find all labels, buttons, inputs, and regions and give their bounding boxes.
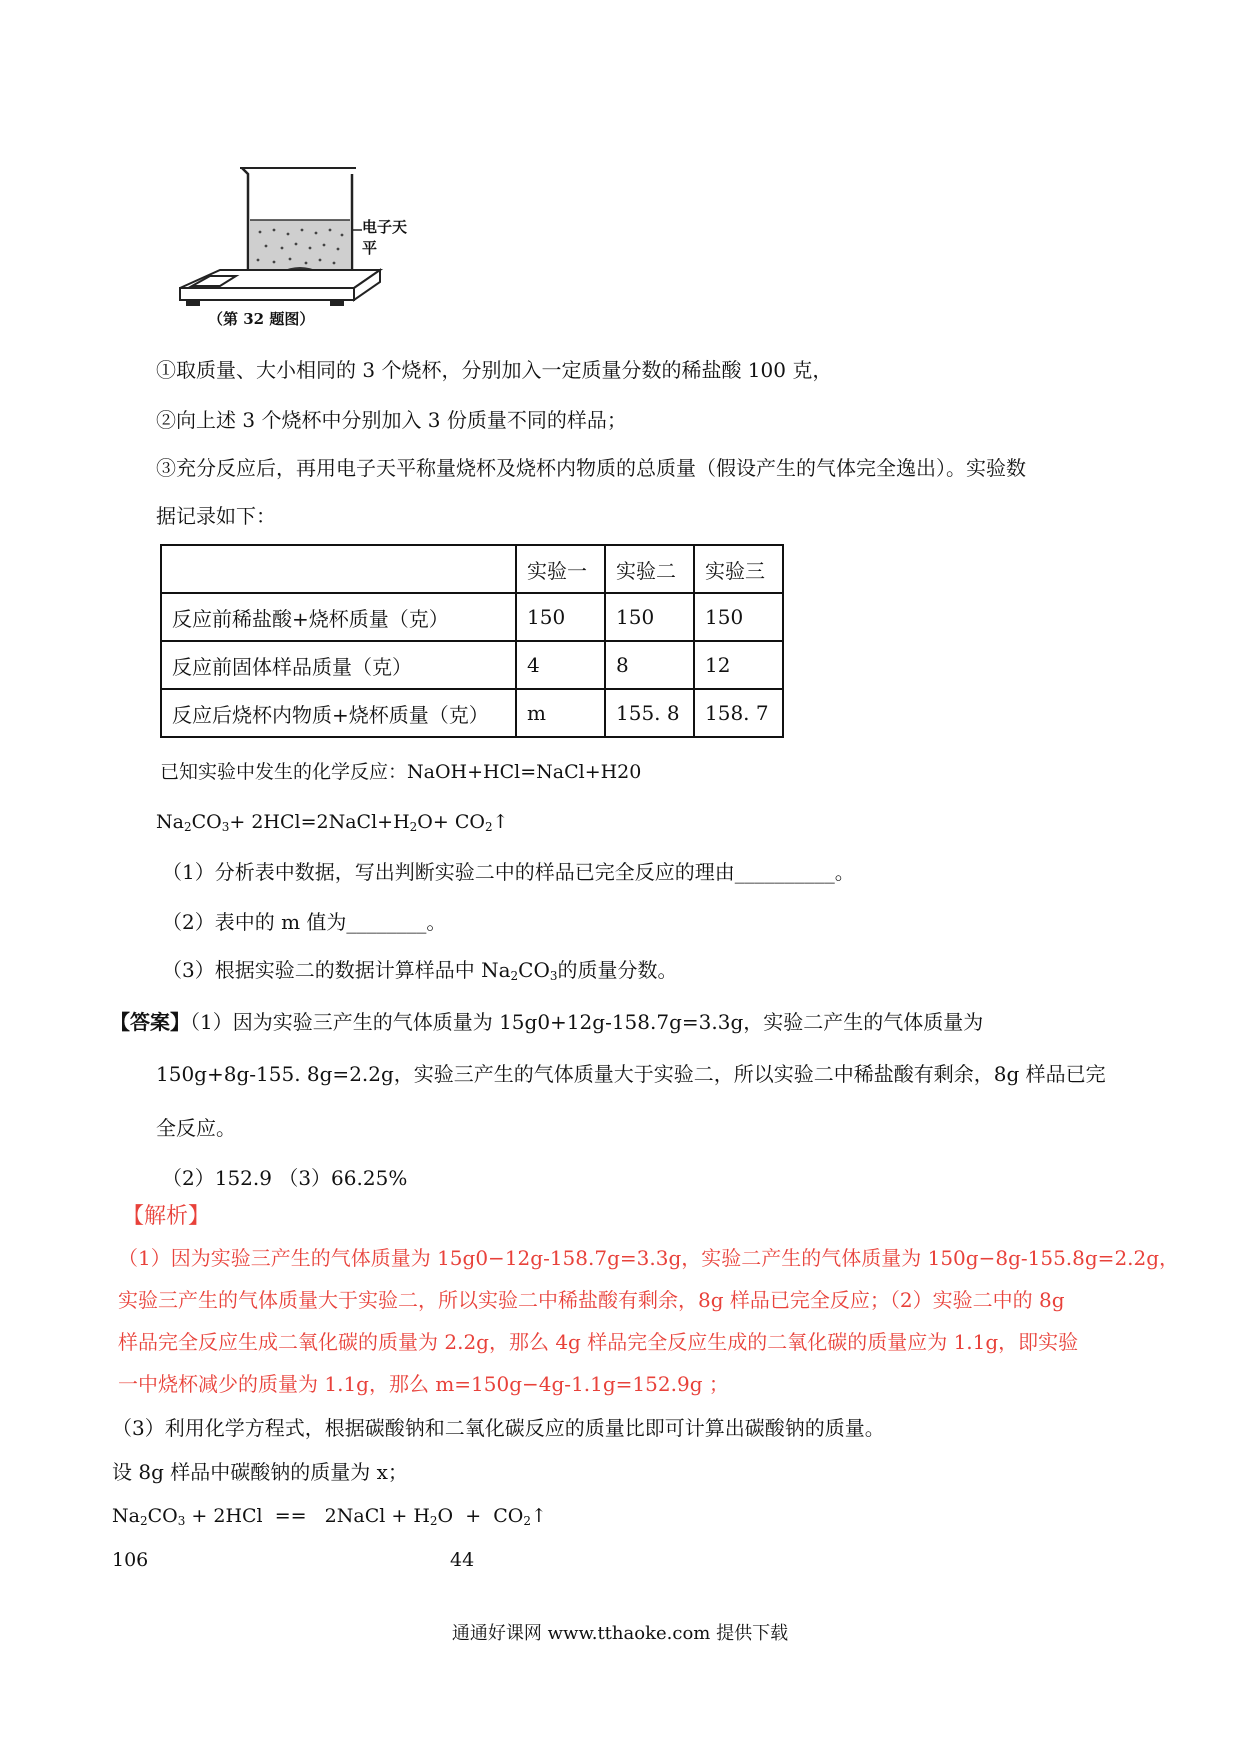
analysis-line-6: 设 8g 样品中碳酸钠的质量为 x；: [112, 1460, 408, 1484]
step-3: ③充分反应后，再用电子天平称量烧杯及烧杯内物质的总质量（假设产生的气体完全逸出）。实验数: [156, 456, 1026, 480]
up-arrow-symbol: ↑: [492, 811, 509, 833]
eq-text: Na: [156, 811, 184, 833]
eq-subscript: 3: [221, 820, 230, 834]
table-header-cell: 实验二: [605, 545, 694, 593]
reaction-intro: 已知实验中发生的化学反应：NaOH+HCl=NaCl+H20: [160, 761, 642, 783]
table-cell: 反应前固体样品质量（克）: [161, 641, 516, 689]
eq-text: CO: [191, 811, 222, 833]
table-row: [161, 593, 783, 641]
answer-line-1: [110, 1008, 983, 1036]
eq-text: O + CO: [437, 1505, 524, 1527]
eq-subscript: 3: [177, 1514, 186, 1528]
analysis-line-3: 样品完全反应生成二氧化碳的质量为 2.2g，那么 4g 样品完全反应生成的二氧化碳的质量应为 1.1g，即实验: [118, 1330, 1079, 1354]
analysis-equation: [112, 1502, 547, 1530]
table-cell: 12: [694, 641, 783, 689]
eq-subscript: 2: [183, 820, 192, 834]
question-2: （2）表中的 m 值为________。: [162, 910, 447, 934]
eq-text: + 2HCl == 2NaCl + H: [185, 1505, 430, 1527]
answer-text: （1）因为实验三产生的气体质量为 15g0+12g-158.7g=3.3g，实验二产生的气体质量为: [190, 1010, 984, 1034]
analysis-line-5: （3）利用化学方程式，根据碳酸钠和二氧化碳反应的质量比即可计算出碳酸钠的质量。: [112, 1416, 885, 1440]
page-footer: 通通好课网 www.tthaoke.com 提供下载: [451, 1623, 789, 1644]
molar-mass-co2: 44: [450, 1549, 475, 1571]
table-cell: 4: [516, 641, 605, 689]
eq-text: O+ CO: [417, 811, 485, 833]
step-2: ②向上述 3 个烧杯中分别加入 3 份质量不同的样品；: [156, 408, 627, 432]
eq-subscript: 2: [523, 1514, 531, 1528]
answer-label: 【答案】: [110, 1010, 190, 1034]
up-arrow-symbol: ↑: [530, 1505, 547, 1527]
step-1: ①取质量、大小相同的 3 个烧杯，分别加入一定质量分数的稀盐酸 100 克，: [156, 358, 833, 382]
table-cell: m: [516, 689, 605, 737]
analysis-line-1: （1）因为实验三产生的气体质量为 15g0−12g-158.7g=3.3g，实验二产生的气体质量为 150g−8g-155.8g=2.2g，: [118, 1246, 1180, 1270]
answer-line-4: （2）152.9 （3）66.25%: [162, 1166, 408, 1190]
table-row: [161, 641, 783, 689]
table-cell: 150: [516, 593, 605, 641]
eq-text: Na: [112, 1505, 140, 1527]
table-cell: 150: [605, 593, 694, 641]
q3-text: CO: [518, 958, 550, 982]
table-header-cell: 实验三: [694, 545, 783, 593]
analysis-line-2: 实验三产生的气体质量大于实验二，所以实验二中稀盐酸有剩余，8g 样品已完全反应；（2）实验二中的 8g: [118, 1288, 1065, 1312]
q3-text: 的质量分数。: [557, 958, 678, 982]
answer-line-3: 全反应。: [156, 1116, 236, 1140]
balance-label: 电子天平: [362, 218, 408, 257]
eq-subscript: 2: [139, 1514, 148, 1528]
eq-subscript: 2: [429, 1514, 438, 1528]
eq-subscript: 2: [484, 820, 493, 834]
beaker-balance-figure: [170, 160, 410, 340]
analysis-line-4: 一中烧杯减少的质量为 1.1g，那么 m=150g−4g-1.1g=152.9g ；: [118, 1372, 729, 1396]
question-1: （1）分析表中数据，写出判断实验二中的样品已完全反应的理由__________。: [162, 860, 855, 884]
table-cell: 反应前稀盐酸+烧杯质量（克）: [161, 593, 516, 641]
table-cell: 158. 7: [694, 689, 783, 737]
table-cell: 150: [694, 593, 783, 641]
step-4: 据记录如下：: [156, 504, 276, 528]
answer-line-2: 150g+8g-155. 8g=2.2g，实验三产生的气体质量大于实验二，所以实验二中稀盐酸有剩余，8g 样品已完: [156, 1062, 1106, 1086]
q3-subscript: 3: [549, 969, 558, 983]
table-header-row: [161, 545, 783, 593]
table-header-cell: [161, 545, 516, 593]
eq-text: + 2HCl=2NaCl+H: [229, 811, 410, 833]
eq-subscript: 2: [409, 820, 418, 834]
table-cell: 8: [605, 641, 694, 689]
question-3: [162, 956, 678, 984]
reaction-equation-2: [156, 808, 509, 836]
q3-text: （3）根据实验二的数据计算样品中 Na: [162, 958, 511, 982]
analysis-label: 【解析】: [122, 1204, 211, 1229]
table-header-cell: 实验一: [516, 545, 605, 593]
table-cell: 155. 8: [605, 689, 694, 737]
table-row: [161, 689, 783, 737]
figure-caption: （第 32 题图）: [208, 310, 315, 328]
eq-text: CO: [147, 1505, 178, 1527]
molar-mass-na2co3: 106: [112, 1549, 149, 1571]
table-cell: 反应后烧杯内物质+烧杯质量（克）: [161, 689, 516, 737]
q3-subscript: 2: [510, 969, 519, 983]
experiment-data-table: [160, 544, 784, 738]
